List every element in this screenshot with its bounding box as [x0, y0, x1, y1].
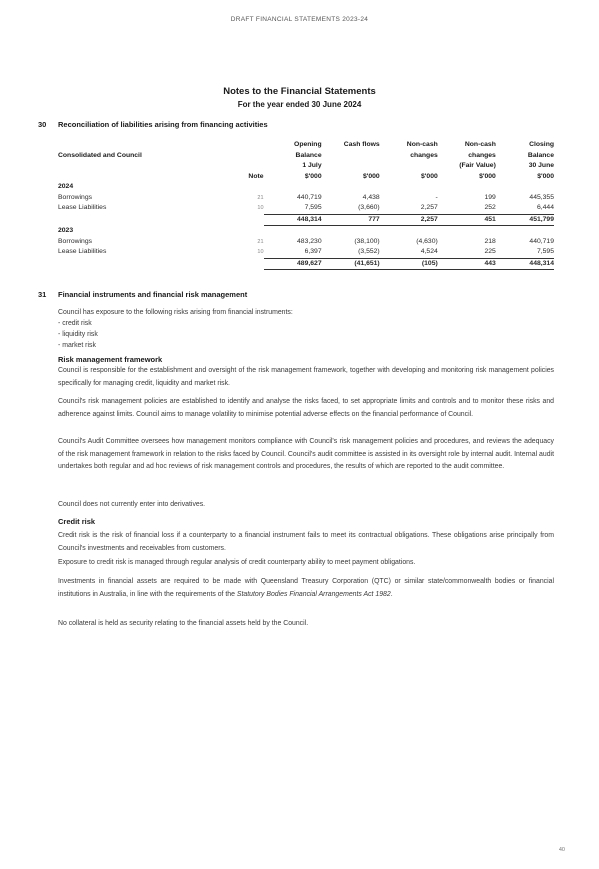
row-note: 21 [257, 238, 264, 245]
year-label: 2023 [58, 226, 74, 234]
section-number: 30 [38, 120, 47, 129]
col-header: Non-cash [464, 141, 496, 148]
cell: 4,438 [362, 193, 380, 201]
cell: 440,719 [529, 237, 554, 245]
total-cell: (105) [380, 258, 438, 270]
cell: 199 [484, 193, 496, 201]
title-block [0, 86, 599, 109]
cell: 440,719 [297, 193, 322, 201]
col-header: Balance [295, 151, 322, 159]
total-cell: 443 [438, 258, 496, 270]
risk-list [58, 318, 98, 351]
total-cell: 448,314 [264, 214, 322, 226]
table-row [58, 237, 554, 248]
col-header: Balance [527, 151, 554, 159]
total-cell: 489,627 [264, 258, 322, 270]
table-row [58, 203, 554, 214]
col-header: $'000 [537, 172, 554, 180]
col-header [322, 151, 380, 162]
credit-risk-heading: Credit risk [58, 517, 96, 526]
col-header: 30 June [528, 162, 554, 169]
col-header: changes [468, 151, 496, 159]
total-cell: 2,257 [380, 214, 438, 226]
list-item: - market risk [58, 342, 96, 349]
cell: (3,660) [358, 204, 380, 211]
col-header: changes [410, 151, 438, 159]
cell: (38,100) [354, 237, 380, 245]
cell: (3,552) [358, 248, 380, 255]
col-header: $'000 [479, 172, 496, 180]
col-header: Non-cash [406, 141, 438, 148]
year-label: 2024 [58, 183, 74, 190]
section-31-heading [38, 290, 247, 299]
credit-paragraph-4: No collateral is held as security relating to the financial assets held by the Council. [58, 620, 309, 627]
risk-intro: Council has exposure to the following risks arising from financial instruments: [58, 309, 293, 316]
credit-p3-end: . [390, 590, 393, 598]
table-desc-header: Consolidated and Council [58, 151, 142, 159]
col-header: $'000 [362, 172, 380, 180]
page-number: 40 [558, 847, 565, 853]
total-cell: (41,651) [322, 258, 380, 270]
credit-paragraph-3 [58, 576, 554, 601]
row-label: Lease Liabilities [58, 248, 107, 256]
rmf-paragraph-2: Council's risk management policies are established to identify and analyse the risks faced, to set appropriate limits and controls and to monitor these risks and adherence against limits. Council aims to manage volatility to minimise potential adverse effects on the financial performance of Council. [58, 398, 554, 418]
col-header: $'000 [421, 172, 438, 180]
cell: 218 [484, 237, 496, 245]
reconciliation-table [58, 140, 554, 270]
col-header [380, 161, 438, 172]
page-subtitle: For the year ended 30 June 2024 [237, 100, 362, 109]
col-header: Cash flows [343, 141, 380, 148]
credit-p3-text: Investments in financial assets are required to be made with Queensland Treasury Corporation (QTC) or similar state/commonwealth bodies or financial institutions in Australia, in line with the requirements of the [58, 578, 554, 598]
cell: 6,444 [536, 204, 554, 211]
cell: 4,524 [420, 248, 438, 255]
rmf-paragraph-3: Council's Audit Committee oversees how management monitors compliance with Council's risk management policies and procedures, and reviews the adequacy of the risk management framework in relation to the risks faced by Council. Council's audit committee is assisted in its oversight role by internal audit. Internal audit undertakes both regular and ad hoc reviews of risk management controls and procedures, the results of which are reported to the audit committee. [58, 438, 554, 470]
act-title: Statutory Bodies Financial Arrangements Act 1982 [236, 590, 391, 598]
col-header: $'000 [304, 172, 322, 180]
total-cell: 777 [322, 214, 380, 226]
draft-header: DRAFT FINANCIAL STATEMENTS 2023-24 [230, 16, 369, 23]
total-row [58, 214, 554, 226]
row-note: 10 [257, 205, 264, 212]
cell: 445,355 [529, 193, 554, 201]
cell: (4,630) [416, 237, 438, 245]
total-cell: 448,314 [496, 258, 554, 270]
cell: 7,595 [536, 248, 554, 255]
table-row [58, 193, 554, 204]
col-header: 1 July [302, 162, 322, 169]
table-row [58, 247, 554, 258]
total-cell: 451,799 [496, 214, 554, 226]
rmf-heading: Risk management framework [58, 355, 163, 364]
cell: 2,257 [420, 204, 438, 211]
row-label: Lease Liabilities [58, 204, 107, 212]
cell: 252 [484, 204, 496, 211]
cell: 7,595 [304, 204, 322, 211]
section-number: 31 [38, 290, 47, 299]
list-item: - credit risk [58, 320, 92, 327]
table-header [58, 140, 554, 182]
cell: 225 [484, 248, 496, 255]
total-cell: 451 [438, 214, 496, 226]
page-title: Notes to the Financial Statements [223, 86, 376, 97]
cell: 6,397 [304, 248, 322, 255]
note-header: Note [248, 172, 264, 180]
section-30-heading [38, 120, 268, 129]
row-note: 10 [257, 249, 264, 256]
row-label: Borrowings [58, 237, 92, 245]
cell: - [435, 193, 438, 201]
col-header [322, 161, 380, 172]
row-label: Borrowings [58, 193, 92, 201]
credit-paragraph-1: Credit risk is the risk of financial loss if a counterparty to a financial instrument fails to meet its contractual obligations. These obligations arise principally from Council's investments and receivables from customers. [58, 532, 554, 552]
section-title: Financial instruments and financial risk management [58, 290, 248, 299]
rmf-paragraph-1: Council is responsible for the establishment and oversight of the risk management framework, together with developing and monitoring risk management policies specifically for managing credit, liquidity and market risk. [58, 367, 554, 387]
section-title: Reconciliation of liabilities arising from financing activities [58, 120, 268, 129]
col-header: (Fair Value) [459, 162, 496, 169]
col-header: Closing [529, 141, 554, 148]
total-row [58, 258, 554, 270]
col-header: Opening [294, 141, 322, 148]
credit-paragraph-2: Exposure to credit risk is managed through regular analysis of credit counterparty ability to meet payment obligations. [58, 559, 416, 566]
cell: 483,230 [297, 237, 322, 245]
row-note: 21 [257, 194, 264, 201]
table-body [58, 182, 554, 270]
list-item: - liquidity risk [58, 331, 98, 338]
rmf-paragraph-4: Council does not currently enter into derivatives. [58, 501, 206, 508]
